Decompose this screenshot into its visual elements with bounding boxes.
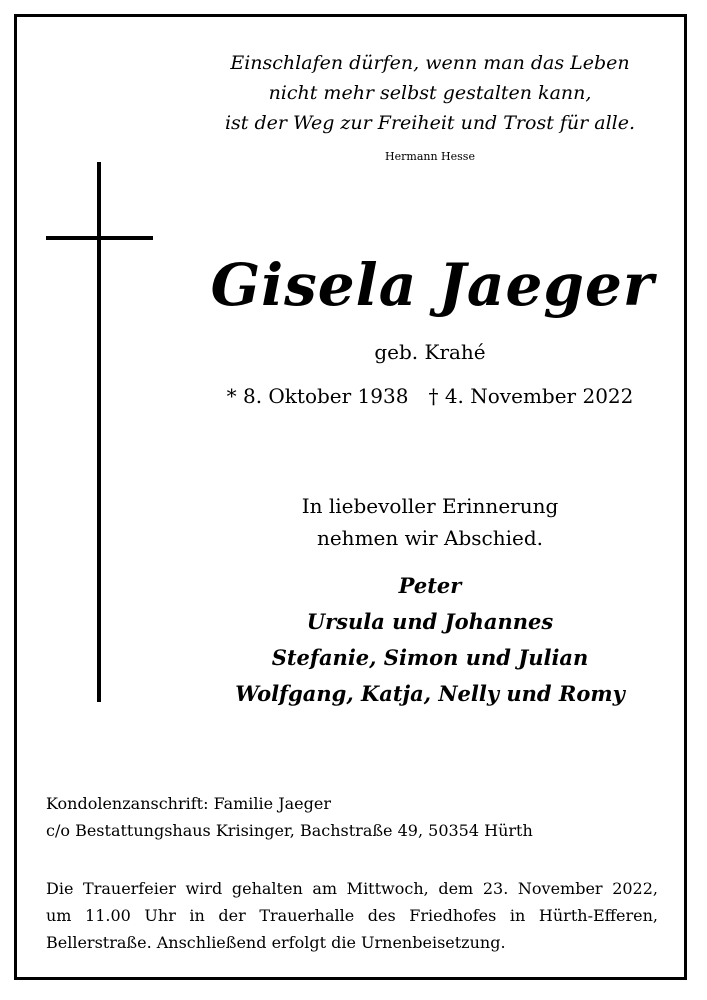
contact-line: Kondolenzanschrift: Familie Jaeger: [46, 794, 331, 813]
farewell-line: In liebevoller Erinnerung: [301, 494, 559, 518]
ceremony-line: um 11.00 Uhr in der Trauerhalle des Friedhofes in Hürth-Efferen,: [46, 906, 658, 925]
birth-date: * 8. Oktober 1938: [226, 384, 409, 408]
ceremony-info: [46, 875, 658, 956]
mourner: Wolfgang, Katja, Nelly und Romy: [235, 681, 625, 706]
quote-line: ist der Weg zur Freiheit und Trost für alle.: [224, 112, 636, 134]
mourner: Peter: [398, 573, 462, 598]
quote-line: Einschlafen dürfen, wenn man das Leben: [230, 52, 630, 74]
quote-line: nicht mehr selbst gestalten kann,: [268, 82, 592, 104]
mourners-list: [170, 568, 690, 712]
life-dates: [180, 384, 680, 408]
ceremony-line: Die Trauerfeier wird gehalten am Mittwoch, dem 23. November 2022,: [46, 879, 658, 898]
farewell-text: [200, 490, 660, 554]
mourner: Ursula und Johannes: [306, 609, 554, 634]
quote-author: Hermann Hesse: [385, 150, 475, 163]
deceased-name: Gisela Jaeger: [210, 251, 655, 319]
maiden-name: geb. Krahé: [374, 340, 486, 364]
ceremony-line: Bellerstraße. Anschließend erfolgt die Urnenbeisetzung.: [46, 933, 506, 952]
contact-line: c/o Bestattungshaus Krisinger, Bachstraße 49, 50354 Hürth: [46, 821, 533, 840]
cross-icon: [97, 162, 101, 702]
farewell-line: nehmen wir Abschied.: [316, 526, 544, 550]
cross-icon-bar: [46, 236, 153, 240]
death-date: † 4. November 2022: [428, 384, 634, 408]
quote: [200, 48, 660, 138]
mourner: Stefanie, Simon und Julian: [271, 645, 589, 670]
condolence-address: [46, 790, 666, 844]
